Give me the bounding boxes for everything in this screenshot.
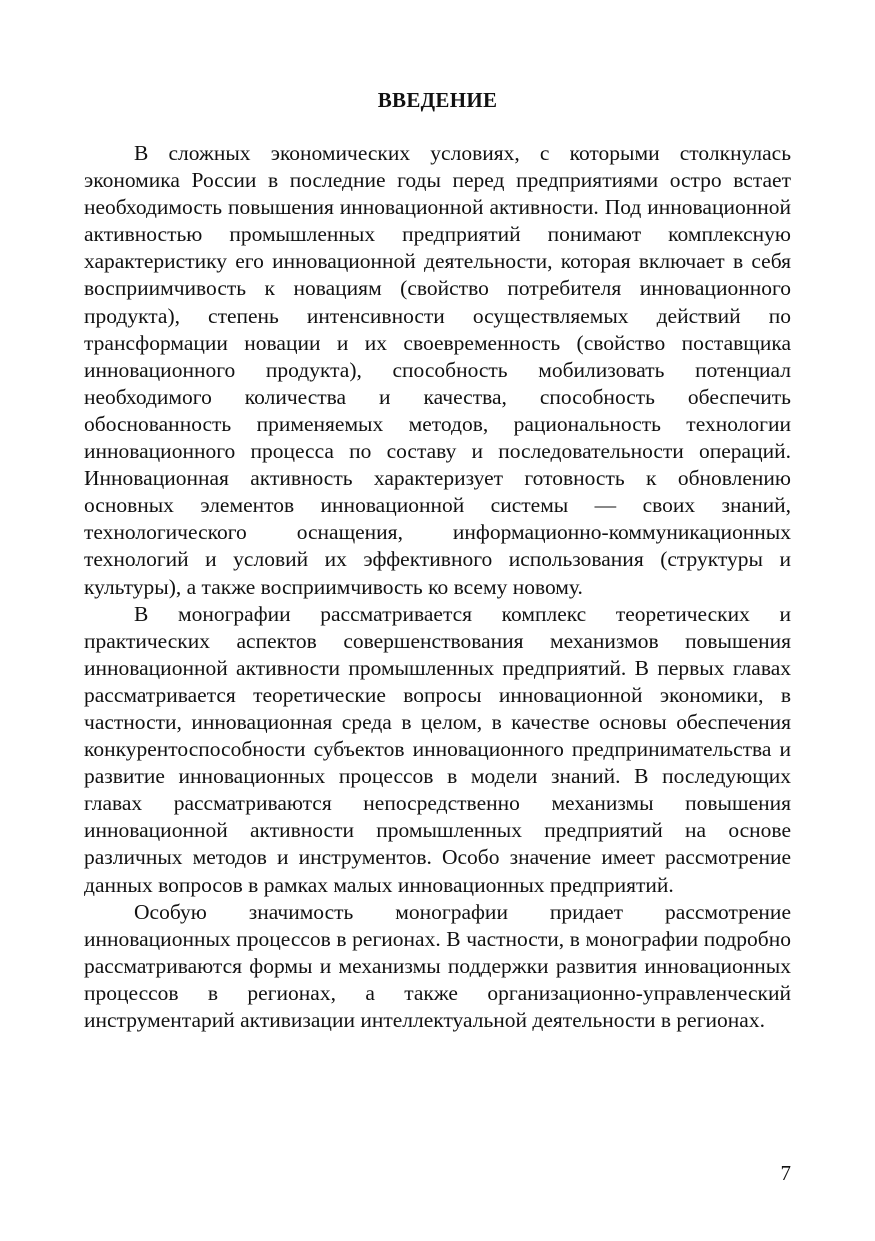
paragraph: В сложных экономических условиях, с которыми столкнулась экономика России в последние годы перед предприятиями остро встает необходимость повышения инновационной активности. Под инновационной активностью промышленных предприятий понимают комплексную характеристику его инновационной деятельности, которая включает в себя восприимчивость к новациям (свойство потребителя инновационного продукта), степень интенсивности осуществляемых действий по трансформации новации и их своевременность (свойство поставщика инновационного продукта), способность мобилизовать потенциал необходимого количества и качества, способность обеспечить обоснованность применяемых методов, рациональность технологии инновационного процесса по составу и последовательности операций. Инновационная активность характеризует готовность к обновлению основных элементов инновационной системы — своих знаний, технологического оснащения, информационно-коммуникационных технологий и условий их эффективного использования (структуры и культуры), а также восприимчивость ко всему новому. — [84, 141, 791, 599]
section-title: ВВЕДЕНИЕ — [377, 88, 498, 112]
paragraph: В монографии рассматривается комплекс теоретических и практических аспектов совершенствования механизмов повышения инновационной активности промышленных предприятий. В первых главах рассматривается теоретические вопросы инновационной экономики, в частности, инновационная среда в целом, в качестве основы обеспечения конкурентоспособности субъектов инновационного предпринимательства и развитие инновационных процессов в модели знаний. В последующих главах рассматриваются непосредственно механизмы повышения инновационной активности промышленных предприятий на основе различных методов и инструментов. Особо значение имеет рассмотрение данных вопросов в рамках малых инновационных предприятий. — [84, 601, 791, 897]
page-number: 7 — [780, 1161, 791, 1185]
paragraph: Особую значимость монографии придает рассмотрение инновационных процессов в регионах. В частности, в монографии подробно рассматриваются формы и механизмы поддержки развития инновационных процессов в регионах, а также организационно-управленческий инструментарий активизации интеллектуальной деятельности в регионах. — [84, 899, 791, 1032]
body-text — [84, 140, 791, 1034]
